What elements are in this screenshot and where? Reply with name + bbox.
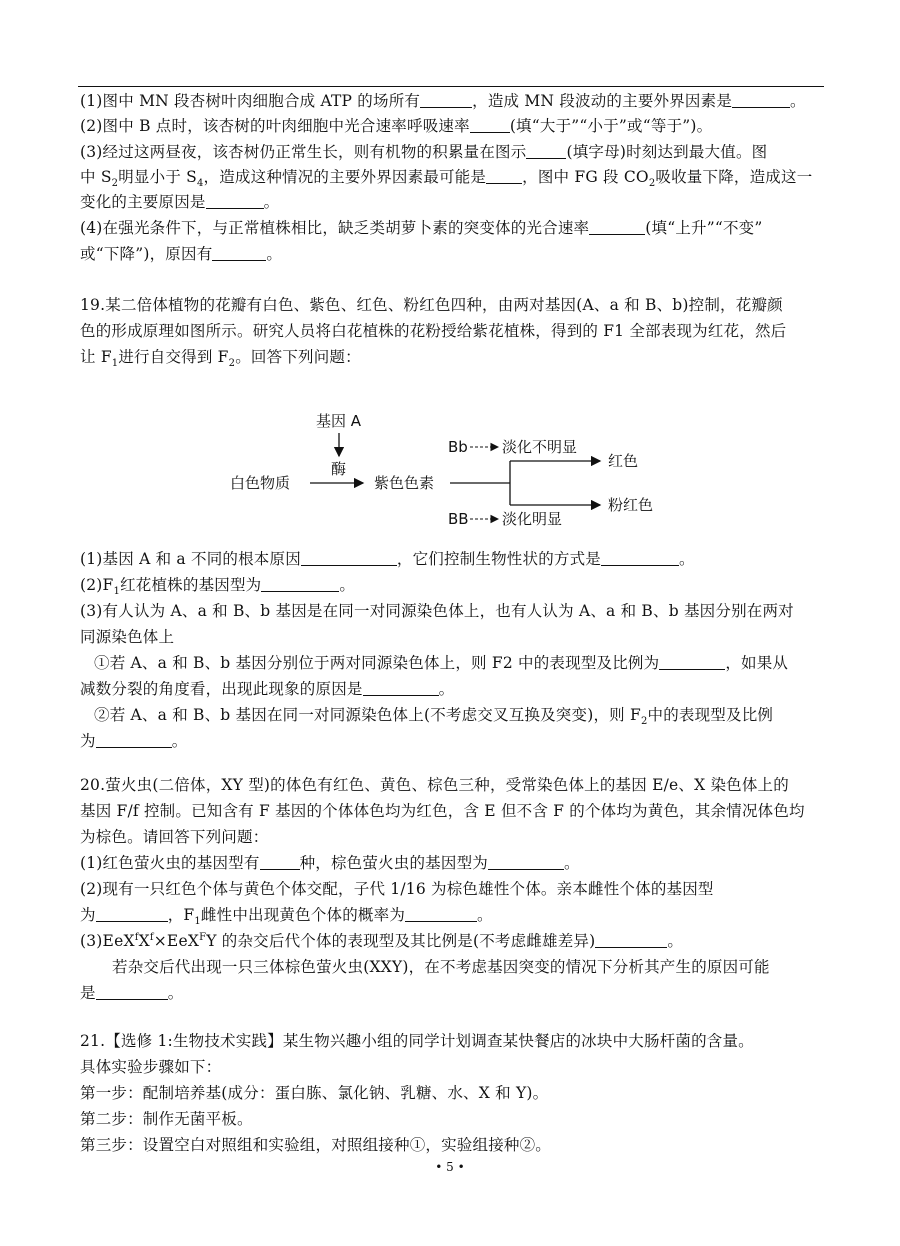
q20-sub1: (1)红色萤火虫的基因型有 种，棕色萤火虫的基因型为 。 xyxy=(80,854,580,872)
q20-sub2: (2)现有一只红色个体与黄色个体交配，子代 1/16 为棕色雄性个体。亲本雌性个体的基因型 xyxy=(80,880,714,898)
q19-sub3-case1: ①若 A、a 和 B、b 基因分别位于两对同源染色体上，则 F2 中的表现型及比例为 ，如果从 xyxy=(94,654,789,672)
answer-blank[interactable] xyxy=(363,681,439,696)
q21-stem-line2: 具体实验步骤如下： xyxy=(80,1058,222,1076)
pink-label: 粉红色 xyxy=(608,496,654,514)
page-number: • 5 • xyxy=(435,1160,465,1174)
answer-blank[interactable] xyxy=(526,144,566,159)
q20-stem-line3: 为棕色。请回答下列问题： xyxy=(80,828,269,846)
answer-blank[interactable] xyxy=(405,907,477,922)
q20-sub2-cont: 为 ，$F_1$雌性中出现黄色个体的概率为 。 xyxy=(80,906,493,928)
purple-pigment-label: 紫色色素 xyxy=(374,474,435,492)
q21-step2: 第二步：制作无菌平板。 xyxy=(80,1110,253,1128)
q21-step3: 第三步：设置空白对照组和实验组，对照组接种①，实验组接种②。 xyxy=(80,1136,552,1154)
answer-blank[interactable] xyxy=(206,194,264,209)
q19-sub3-case2-cont: 为 。 xyxy=(80,732,188,750)
answer-blank[interactable] xyxy=(589,220,645,235)
q18-part1: (1)图中 MN 段杏树叶肉细胞合成 ATP 的场所有 ，造成 MN 段波动的主要外界因素是 。 xyxy=(80,92,806,110)
flower-color-pathway-diagram xyxy=(228,408,688,536)
answer-blank[interactable] xyxy=(601,551,679,566)
q18-part3: (3)经过这两昼夜，该杏树仍正常生长，则有机物的积累量在图示 (填字母)时刻达到最大值。图 xyxy=(80,143,768,161)
q20-sub4-cont: 是 。 xyxy=(80,984,184,1002)
q19-sub3-case1-cont: 减数分裂的角度看，出现此现象的原因是 。 xyxy=(80,680,455,698)
q18-part3-cont: 中 $S_2$明显小于 $S_4$，造成这种情况的主要外界因素最可能是 ，图中 FG 段 $CO_2$吸收量下降，造成这一 xyxy=(80,168,813,190)
answer-blank[interactable] xyxy=(261,577,339,592)
answer-blank[interactable] xyxy=(486,169,522,184)
bb-het-label: Bb xyxy=(448,438,468,456)
answer-blank[interactable] xyxy=(488,855,564,870)
q19-sub2: $(2)F_1$红花植株的基因型为 。 xyxy=(80,576,356,598)
answer-blank[interactable] xyxy=(595,933,667,948)
bb-hom-label: BB xyxy=(448,510,469,528)
q20-sub4: 若杂交后代出现一只三体棕色萤火虫(XXY)，在不考虑基因突变的情况下分析其产生的原因可能 xyxy=(112,958,770,976)
q20-stem-line2: 基因 F/f 控制。已知含有 F 基因的个体体色均为红色，含 E 但不含 F 的个体均为黄色，其余情况体色均 xyxy=(80,802,805,820)
q19-sub3-line2: 同源染色体上 xyxy=(80,628,175,646)
light-weak-label: 淡化不明显 xyxy=(502,438,578,456)
q19-stem-line1: 19.某二倍体植物的花瓣有白色、紫色、红色、粉红色四种，由两对基因(A、a 和 B、b)控制，花瓣颜 xyxy=(80,296,783,314)
white-substance-label: 白色物质 xyxy=(230,474,291,492)
gene-a-label: 基因 A xyxy=(316,412,362,430)
answer-blank[interactable] xyxy=(470,118,510,133)
q19-stem-line3: 让 $F_1$进行自交得到 $F_2$。回答下列问题： xyxy=(80,348,361,370)
answer-blank[interactable] xyxy=(301,551,397,566)
q21-stem-line1: 21.【选修 1:生物技术实践】某生物兴趣小组的同学计划调查某快餐店的冰块中大肠杆菌的含量。 xyxy=(80,1032,754,1050)
header-rule xyxy=(78,86,824,87)
q18-part4-end: 或“下降”)，原因有 。 xyxy=(80,245,283,263)
enzyme-label: 酶 xyxy=(331,460,347,478)
answer-blank[interactable] xyxy=(96,985,168,1000)
q19-sub1: (1)基因 A 和 a 不同的根本原因 ，它们控制生物性状的方式是 。 xyxy=(80,550,695,568)
q20-sub3: $(3)EeX^fX^f\times EeX^FY$ 的杂交后代个体的表现型及其比例是(不考虑雌雄差异) 。 xyxy=(80,931,684,950)
q19-stem-line2: 色的形成原理如图所示。研究人员将白花植株的花粉授给紫花植株，得到的 F1 全部表现为红花，然后 xyxy=(80,322,787,340)
answer-blank[interactable] xyxy=(96,907,168,922)
answer-blank[interactable] xyxy=(96,733,172,748)
red-label: 红色 xyxy=(608,452,639,470)
q20-stem-line1: 20.萤火虫(二倍体，XY 型)的体色有红色、黄色、棕色三种，受常染色体上的基因 E/e、X 染色体上的 xyxy=(80,776,789,794)
answer-blank[interactable] xyxy=(212,246,266,261)
answer-blank[interactable] xyxy=(732,93,790,108)
q21-step1: 第一步：配制培养基(成分：蛋白胨、氯化钠、乳糖、水、X 和 Y)。 xyxy=(80,1084,549,1102)
q19-sub3-case2: ②若 A、a 和 B、b 基因在同一对同源染色体上(不考虑交叉互换及突变)，则 $F_2$中的表现型及比例 xyxy=(94,706,774,728)
q19-sub3-line1: (3)有人认为 A、a 和 B、b 基因是在同一对同源染色体上，也有人认为 A、a 和 B、b 基因分别在两对 xyxy=(80,602,794,620)
answer-blank[interactable] xyxy=(420,93,472,108)
light-strong-label: 淡化明显 xyxy=(502,510,563,528)
q18-part2: (2)图中 B 点时，该杏树的叶肉细胞中光合速率呼吸速率 (填“大于”“小于”或“等于”)。 xyxy=(80,117,713,135)
q18-part4: (4)在强光条件下，与正常植株相比，缺乏类胡萝卜素的突变体的光合速率 (填“上升”“不变” xyxy=(80,219,763,237)
answer-blank[interactable] xyxy=(659,655,725,670)
answer-blank[interactable] xyxy=(260,855,300,870)
q18-part3-end: 变化的主要原因是 。 xyxy=(80,193,280,211)
